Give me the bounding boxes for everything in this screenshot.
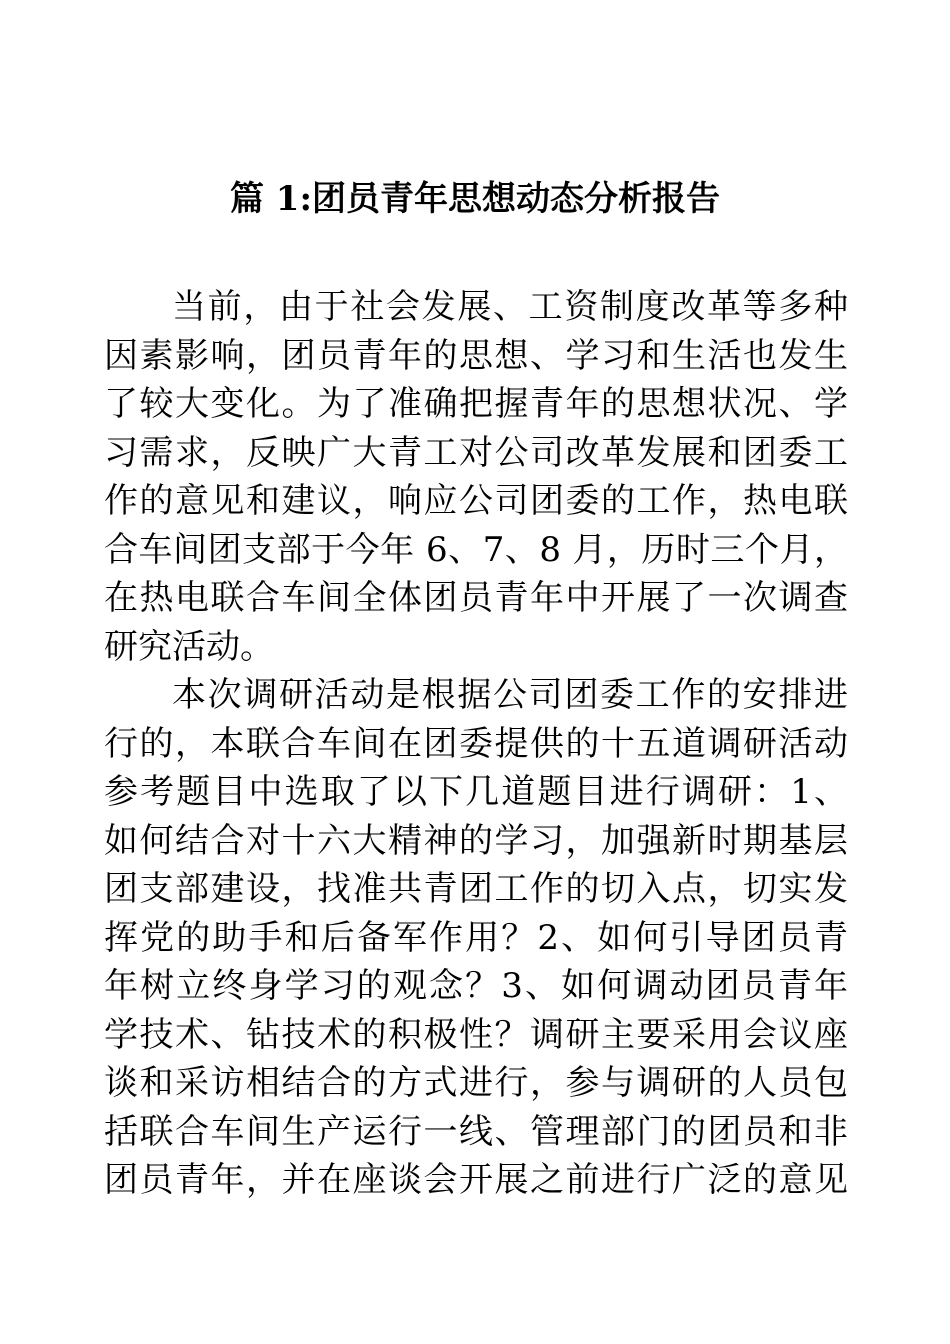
- document-body: [104, 283, 848, 1205]
- text-line: 参考题目中选取了以下几道题目进行调研：1、: [104, 772, 848, 812]
- text-line: 年树立终身学习的观念？3、如何调动团员青年: [104, 966, 848, 1006]
- document-title: 篇 1:团员青年思想动态分析报告: [229, 179, 721, 219]
- text-line: 习需求，反映广大青工对公司改革发展和团委工: [104, 432, 848, 473]
- text-line: 团支部建设，找准共青团工作的切入点，切实发: [104, 869, 848, 909]
- text-line: 当前，由于社会发展、工资制度改革等多种: [172, 287, 848, 327]
- text-line: 括联合车间生产运行一线、管理部门的团员和非: [104, 1111, 848, 1152]
- paragraph-research: [104, 671, 848, 1205]
- text-line: 在热电联合车间全体团员青年中开展了一次调查: [104, 578, 848, 618]
- text-line: 如何结合对十六大精神的学习，加强新时期基层: [104, 820, 848, 861]
- text-line: 学技术、钻技术的积极性？调研主要采用会议座: [104, 1014, 848, 1055]
- text-line: 团员青年，并在座谈会开展之前进行广泛的意见: [104, 1160, 848, 1200]
- text-line: 了较大变化。为了准确把握青年的思想状况、学: [104, 384, 848, 424]
- text-line: 因素影响，团员青年的思想、学习和生活也发生: [104, 335, 848, 376]
- text-line: 本次调研活动是根据公司团委工作的安排进: [172, 675, 848, 715]
- paragraph-intro: [104, 283, 848, 671]
- text-line: 行的，本联合车间在团委提供的十五道调研活动: [104, 723, 848, 764]
- text-line: 作的意见和建议，响应公司团委的工作，热电联: [104, 481, 848, 521]
- text-line: 挥党的助手和后备军作用？2、如何引导团员青: [104, 917, 848, 958]
- text-line: 研究活动。: [104, 626, 274, 667]
- text-line: 合车间团支部于今年 6、7、8 月，历时三个月，: [104, 529, 848, 570]
- text-line: 谈和采访相结合的方式进行，参与调研的人员包: [104, 1063, 848, 1103]
